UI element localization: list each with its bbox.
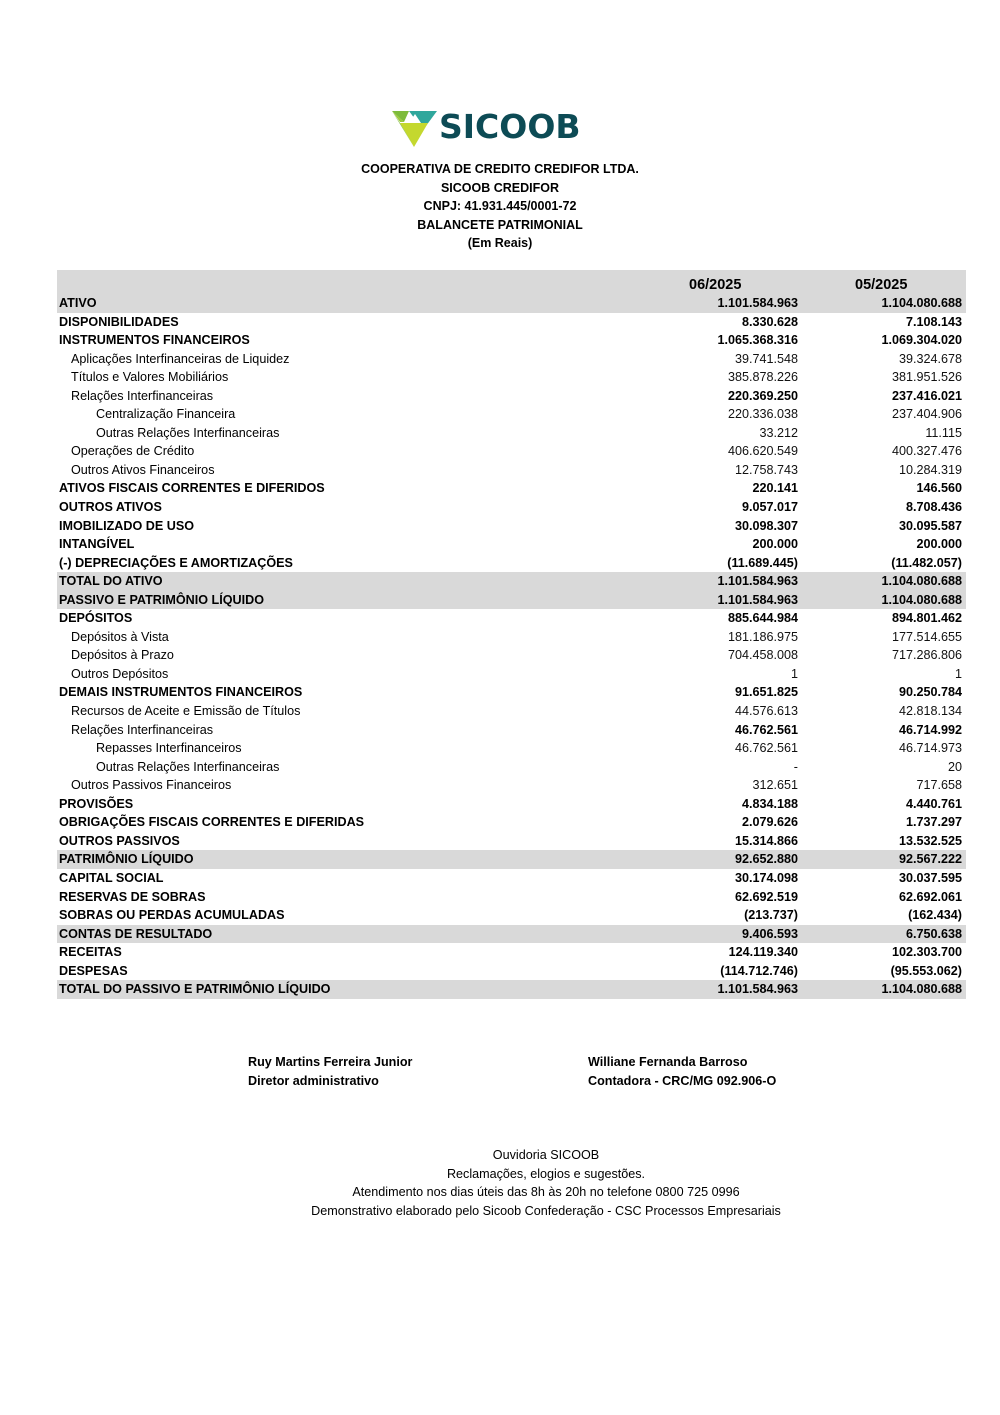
value-previous: 7.108.143 [905, 314, 962, 329]
value-previous: 46.714.992 [898, 722, 962, 737]
table-row [57, 498, 966, 517]
value-current: 1.065.368.316 [717, 333, 798, 348]
value-current: 46.762.561 [734, 722, 798, 737]
row-label: Outros Passivos Financeiros [71, 778, 232, 793]
document-title: BALANCETE PATRIMONIAL [417, 217, 583, 232]
table-row [57, 350, 966, 369]
value-previous: 4.440.761 [905, 796, 962, 811]
value-previous: (95.553.062) [890, 963, 962, 978]
sicoob-triangle-logo-icon [392, 110, 438, 148]
row-label: ATIVOS FISCAIS CORRENTES E DIFERIDOS [59, 481, 325, 496]
table-row [57, 461, 966, 480]
table-row [57, 554, 966, 573]
row-label: PATRIMÔNIO LÍQUIDO [59, 852, 194, 867]
signer-name: Williane Fernanda Barroso [588, 1055, 748, 1069]
table-row [57, 832, 966, 851]
value-previous: 237.404.906 [891, 407, 962, 422]
row-label: DESPESAS [59, 963, 128, 978]
value-current: 704.458.008 [727, 648, 798, 663]
value-current: 312.651 [752, 778, 798, 793]
value-current: 9.057.017 [741, 500, 798, 515]
value-previous: 237.416.021 [891, 388, 962, 403]
document-header [0, 160, 1000, 253]
value-previous: 146.560 [916, 481, 962, 496]
value-current: 1.101.584.963 [717, 592, 798, 607]
value-previous: 717.286.806 [891, 648, 962, 663]
row-label: Recursos de Aceite e Emissão de Títulos [71, 704, 301, 719]
table-row [57, 368, 966, 387]
value-current: 220.141 [752, 481, 798, 496]
table-row [57, 850, 966, 869]
row-label: PASSIVO E PATRIMÔNIO LÍQUIDO [59, 592, 265, 607]
signature-director [248, 1053, 412, 1091]
row-label: OBRIGAÇÕES FISCAIS CORRENTES E DIFERIDAS [59, 815, 365, 830]
row-label: Repasses Interfinanceiros [96, 741, 242, 756]
value-previous: 894.801.462 [891, 611, 962, 626]
table-row [57, 869, 966, 888]
row-label: Centralização Financeira [96, 407, 236, 422]
value-previous: 10.284.319 [898, 462, 962, 477]
value-previous: 11.115 [925, 425, 962, 440]
value-current: 4.834.188 [741, 796, 798, 811]
row-label: TOTAL DO PASSIVO E PATRIMÔNIO LÍQUIDO [59, 982, 331, 997]
value-previous: 30.037.595 [898, 870, 962, 885]
table-row [57, 776, 966, 795]
value-previous: 102.303.700 [891, 945, 962, 960]
value-previous: 8.708.436 [905, 500, 962, 515]
row-label: OUTROS PASSIVOS [59, 833, 180, 848]
value-previous: 92.567.222 [898, 852, 962, 867]
value-current: 62.692.519 [734, 889, 798, 904]
table-row [57, 387, 966, 406]
value-previous: (11.482.057) [891, 555, 962, 570]
row-label: DEMAIS INSTRUMENTOS FINANCEIROS [59, 685, 303, 700]
row-label: Títulos e Valores Mobiliários [71, 370, 229, 385]
row-label: Operações de Crédito [71, 444, 195, 459]
value-previous: 1.104.080.688 [881, 296, 962, 310]
row-label: PROVISÕES [59, 796, 134, 811]
value-previous: 6.750.638 [905, 926, 962, 941]
value-previous: 13.532.525 [898, 833, 962, 848]
value-previous: 1.737.297 [905, 815, 962, 830]
logo-text: SICOOB [439, 107, 581, 146]
row-label: SOBRAS OU PERDAS ACUMULADAS [59, 908, 285, 923]
value-previous: 177.514.655 [891, 629, 962, 644]
value-previous: 30.095.587 [898, 518, 962, 533]
value-current: (213.737) [744, 908, 798, 923]
row-label: INSTRUMENTOS FINANCEIROS [59, 333, 250, 348]
company-name: COOPERATIVA DE CREDITO CREDIFOR LTDA. [361, 162, 639, 176]
value-current: 91.651.825 [734, 685, 798, 700]
table-row [57, 442, 966, 461]
column-header-current: 06/2025 [689, 277, 742, 293]
row-label: INTANGÍVEL [59, 537, 135, 552]
value-previous: 62.692.061 [898, 889, 962, 904]
prepared-by: Demonstrativo elaborado pelo Sicoob Confederação - CSC Processos Empresariais [311, 1203, 781, 1218]
table-row [57, 888, 966, 907]
signer-role: Contadora - CRC/MG 092.906-O [588, 1074, 777, 1088]
row-label: IMOBILIZADO DE USO [59, 518, 195, 533]
value-current: 46.762.561 [734, 741, 798, 756]
value-previous: 39.324.678 [898, 351, 962, 366]
table-row [57, 313, 966, 332]
value-previous: 1.069.304.020 [881, 333, 962, 348]
row-label: Aplicações Interfinanceiras de Liquidez [71, 351, 290, 366]
value-current: - [793, 759, 798, 774]
row-label: Outras Relações Interfinanceiras [96, 425, 280, 440]
value-current: 1 [790, 666, 798, 681]
trade-name: SICOOB CREDIFOR [440, 180, 560, 195]
ombudsman-subtitle: Reclamações, elogios e sugestões. [446, 1166, 646, 1181]
value-current: 200.000 [752, 537, 798, 552]
row-label: CONTAS DE RESULTADO [59, 926, 213, 941]
table-row [57, 572, 966, 591]
value-current: 1.101.584.963 [717, 574, 798, 589]
table-row [57, 424, 966, 443]
table-row [57, 795, 966, 814]
value-current: 15.314.866 [734, 833, 798, 848]
value-current: 33.212 [759, 425, 798, 440]
table-row [57, 609, 966, 628]
value-current: 39.741.548 [734, 351, 798, 366]
table-row [57, 906, 966, 925]
row-label: CAPITAL SOCIAL [59, 870, 164, 885]
value-previous: 1.104.080.688 [881, 982, 962, 997]
value-current: 92.652.880 [734, 852, 798, 867]
row-label: Depósitos à Vista [71, 629, 169, 644]
value-previous: 90.250.784 [898, 685, 962, 700]
table-row [57, 683, 966, 702]
value-current: 12.758.743 [734, 462, 798, 477]
value-current: 30.174.098 [734, 870, 798, 885]
row-label: RESERVAS DE SOBRAS [59, 889, 206, 904]
row-label: Outros Depósitos [71, 666, 169, 681]
table-row [57, 925, 966, 944]
row-label: TOTAL DO ATIVO [59, 574, 163, 589]
cnpj: CNPJ: 41.931.445/0001-72 [423, 199, 577, 214]
value-previous: (162.434) [908, 908, 962, 923]
value-previous: 42.818.134 [898, 704, 962, 719]
value-previous: 46.714.973 [898, 741, 962, 756]
value-current: 8.330.628 [741, 314, 798, 329]
value-current: 30.098.307 [734, 518, 798, 533]
row-label: RECEITAS [59, 945, 122, 960]
row-label: Depósitos à Prazo [71, 648, 174, 663]
row-label: DEPÓSITOS [59, 611, 133, 626]
balance-sheet-table [57, 270, 966, 999]
value-current: 2.079.626 [741, 815, 798, 830]
row-label: DISPONIBILIDADES [59, 314, 179, 329]
signature-accountant [588, 1053, 776, 1091]
table-row [57, 628, 966, 647]
row-label: Outras Relações Interfinanceiras [96, 759, 280, 774]
value-previous: 717.658 [916, 778, 962, 793]
table-row [57, 405, 966, 424]
row-label: Relações Interfinanceiras [71, 388, 214, 403]
value-previous: 400.327.476 [891, 444, 962, 459]
signer-name: Ruy Martins Ferreira Junior [248, 1055, 413, 1069]
value-previous: 1.104.080.688 [881, 592, 962, 607]
table-row [57, 294, 966, 313]
value-previous: 1 [954, 666, 962, 681]
value-previous: 381.951.526 [891, 370, 962, 385]
value-current: (114.712.746) [720, 963, 798, 978]
row-label: (-) DEPRECIAÇÕES E AMORTIZAÇÕES [59, 555, 293, 570]
table-row [57, 331, 966, 350]
value-current: 385.878.226 [727, 370, 798, 385]
table-row [57, 943, 966, 962]
value-previous: 20 [947, 759, 962, 774]
table-row [57, 517, 966, 536]
table-row [57, 646, 966, 665]
table-row [57, 591, 966, 610]
value-current: 885.644.984 [727, 611, 798, 626]
table-header-row [57, 270, 966, 294]
value-current: 220.369.250 [727, 388, 798, 403]
value-current: 44.576.613 [734, 704, 798, 719]
value-previous: 1.104.080.688 [881, 574, 962, 589]
table-row [57, 962, 966, 981]
value-previous: 200.000 [916, 537, 962, 552]
value-current: 406.620.549 [727, 444, 798, 459]
ombudsman-title: Ouvidoria SICOOB [492, 1148, 600, 1162]
column-header-previous: 05/2025 [855, 277, 908, 293]
row-label: ATIVO [59, 296, 97, 310]
value-current: 1.101.584.963 [717, 296, 798, 310]
value-current: 181.186.975 [727, 629, 798, 644]
row-label: Outros Ativos Financeiros [71, 462, 215, 477]
table-row [57, 813, 966, 832]
table-row [57, 758, 966, 777]
currency-note: (Em Reais) [467, 236, 533, 251]
sicoob-logo [392, 107, 582, 150]
table-row [57, 535, 966, 554]
value-current: 1.101.584.963 [717, 982, 798, 997]
row-label: OUTROS ATIVOS [59, 500, 162, 515]
service-hours: Atendimento nos dias úteis das 8h às 20h no telefone 0800 725 0996 [352, 1185, 740, 1200]
table-row [57, 702, 966, 721]
row-label: Relações Interfinanceiras [71, 722, 214, 737]
value-current: 9.406.593 [741, 926, 798, 941]
table-row [57, 739, 966, 758]
value-current: (11.689.445) [727, 555, 798, 570]
signer-role: Diretor administrativo [248, 1074, 379, 1088]
footer [0, 1146, 1000, 1220]
table-row [57, 479, 966, 498]
table-row [57, 721, 966, 740]
value-current: 124.119.340 [728, 945, 798, 960]
table-row [57, 665, 966, 684]
table-row [57, 980, 966, 999]
value-current: 220.336.038 [727, 407, 798, 422]
